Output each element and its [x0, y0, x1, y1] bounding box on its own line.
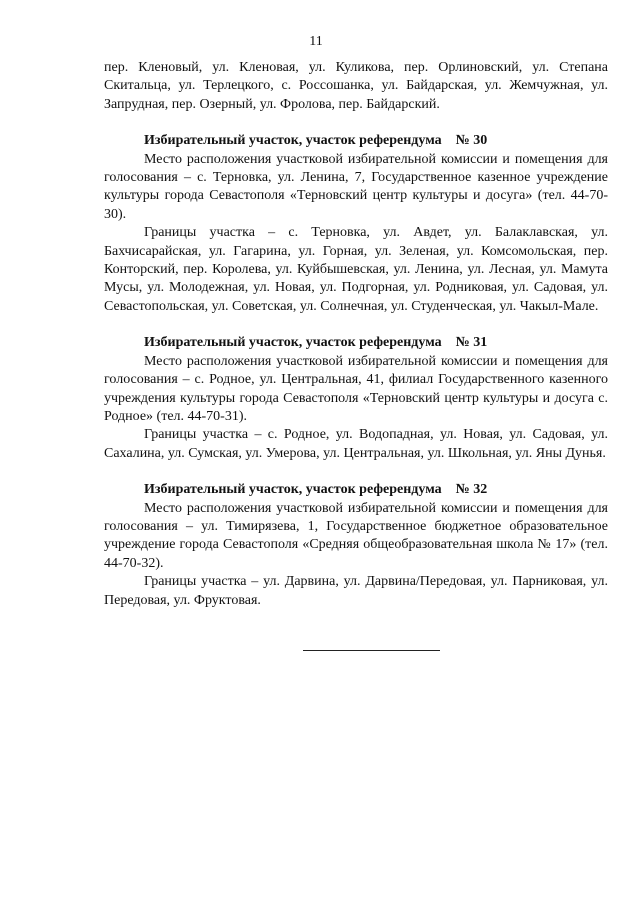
closing-divider [303, 650, 440, 651]
section-borders: Границы участка – с. Родное, ул. Водопадная, ул. Новая, ул. Садовая, ул. Сахалина, ул. Сумская, ул. Умерова, ул. Центральная, ул. Школьная, ул. Яны Дунья. [104, 427, 608, 461]
section-title: Избирательный участок, участок референдума [144, 482, 442, 498]
section-heading-31 [104, 334, 608, 352]
section-heading-30 [104, 132, 608, 150]
section-location: Место расположения участковой избирательной комиссии и помещения для голосования – ул. Тимирязева, 1, Государственное бюджетное образовательное учреждение города Севастополя «Средняя общеобразовательная школа № 17» (тел. 44-70-32). [104, 500, 608, 571]
page-number: 11 [309, 34, 323, 49]
document-body [104, 59, 608, 610]
section-location: Место расположения участковой избирательной комиссии и помещения для голосования – с. Терновка, ул. Ленина, 7, Государственное казенное учреждение культуры города Севастополя «Терновский центр культуры и досуга» (тел. 44-70-30). [104, 151, 608, 222]
intro-paragraph: пер. Кленовый, ул. Кленовая, ул. Куликова, пер. Орлиновский, ул. Степана Скитальца, ул. Терлецкого, с. Россошанка, ул. Байдарская, ул. Жемчужная, ул. Запрудная, пер. Озерный, ул. Фролова, пер. Байдарский. [104, 60, 608, 112]
section-number: № 31 [455, 335, 488, 351]
section-title: Избирательный участок, участок референдума [144, 335, 442, 351]
section-heading-32 [104, 481, 608, 499]
section-title: Избирательный участок, участок референдума [144, 133, 442, 149]
section-borders: Границы участка – с. Терновка, ул. Авдет, ул. Балаклавская, ул. Бахчисарайская, ул. Гагарина, ул. Горная, ул. Зеленая, ул. Комсомольская, пер. Конторский, пер. Королева, ул. Куйбышевская, ул. Ленина, ул. Лесная, ул. Мамута Мусы, ул. Молодежная, ул. Новая, ул. Подгорная, ул. Родниковая, ул. Садовая, ул. Севастопольская, ул. Советская, ул. Солнечная, ул. Студенческая, ул. Чакыл-Мале. [104, 225, 608, 314]
section-location: Место расположения участковой избирательной комиссии и помещения для голосования – с. Родное, ул. Центральная, 41, филиал Государственного казенного учреждения культуры города Севастополя «Терновский центр культуры и досуга с. Родное» (тел. 44-70-31). [104, 353, 608, 424]
section-borders: Границы участка – ул. Дарвина, ул. Дарвина/Передовая, ул. Парниковая, ул. Передовая, ул. Фруктовая. [104, 574, 608, 608]
section-number: № 32 [455, 482, 488, 498]
section-number: № 30 [455, 133, 488, 149]
